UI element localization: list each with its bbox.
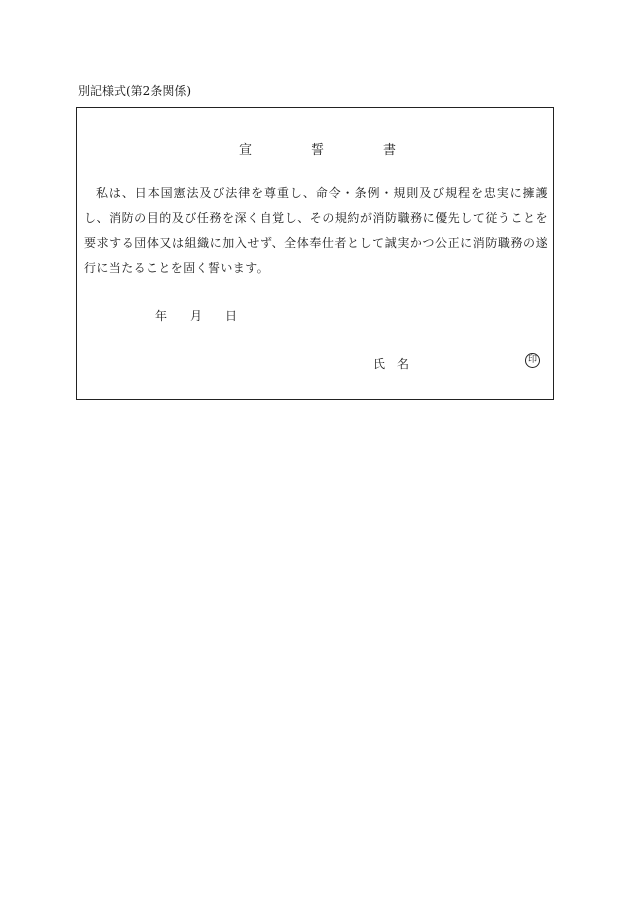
form-label: 別記様式(第2条関係) bbox=[78, 84, 191, 98]
title-char-3: 書 bbox=[383, 143, 397, 158]
seal-mark: 印 bbox=[525, 353, 540, 368]
title-char-2: 誓 bbox=[311, 143, 325, 158]
date-day-label: 日 bbox=[225, 309, 238, 323]
date-year-label: 年 bbox=[155, 309, 168, 323]
oath-body-text: 私は、日本国憲法及び法律を尊重し、命令・条例・規則及び規程を忠実に擁護し、消防の目的及び任務を深く自覚し、その規約が消防職務に優先して従うことを要求する団体又は組織に加入せず、全体奉仕者として誠実かつ公正に消防職務の遂行に当たることを固く誓います。 bbox=[84, 186, 548, 275]
name-label-char-2: 名 bbox=[397, 357, 410, 371]
oath-document-frame bbox=[76, 107, 554, 400]
date-month-label: 月 bbox=[190, 309, 203, 323]
name-label-char-1: 氏 bbox=[373, 357, 386, 371]
title-char-1: 宣 bbox=[239, 143, 253, 158]
